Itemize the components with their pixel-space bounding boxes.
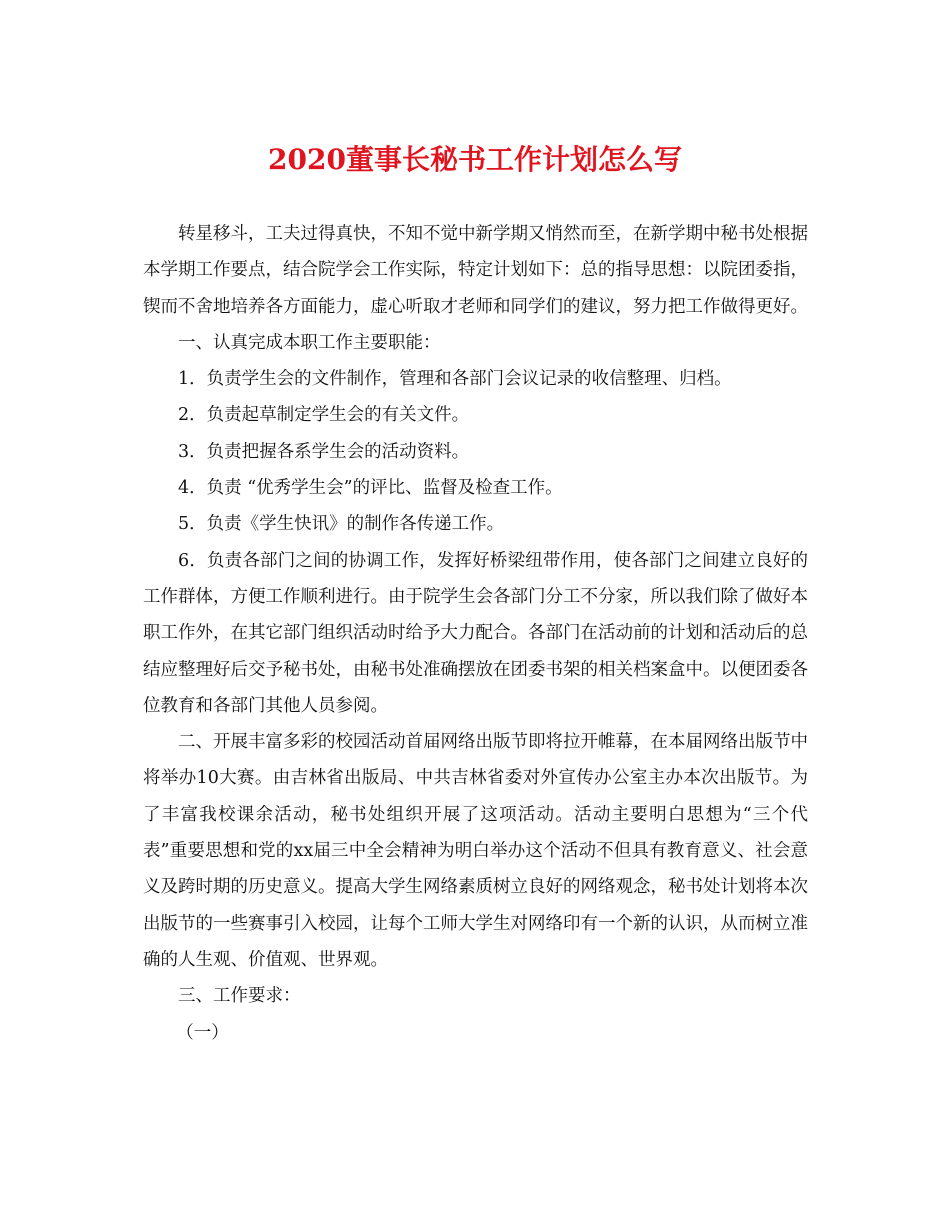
section-heading-3: 三、工作要求： <box>178 986 301 1007</box>
document-title: 2020董事长秘书工作计划怎么写 <box>268 143 682 176</box>
list-item-6: 6．负责各部门之间的协调工作，发挥好桥梁纽带作用，使各部门之间建立良好的工作群体，方便工作顺利进行。由于院学生会各部门分工不分家，所以我们除了做好本职工作外，在其它部门组织活动时给予大力配合。各部门在活动前的计划和活动后的总结应整理好后交予秘书处，由秘书处准确摆放在团委书架的相关档案盒中。以便团委各位教育和各部门其他人员参阅。 <box>143 550 808 716</box>
intro-paragraph: 转星移斗，工夫过得真快，不知不觉中新学期又悄然而至，在新学期中秘书处根据本学期工作要点，结合院学会工作实际，特定计划如下：总的指导思想：以院团委指，锲而不舍地培养各方面能力，虚心听取才老师和同学们的建议，努力把工作做得更好。 <box>143 224 808 317</box>
section-paragraph-2: 二、开展丰富多彩的校园活动首届网络出版节即将拉开帷幕，在本届网络出版节中将举办10大赛。由吉林省出版局、中共吉林省委对外宣传办公室主办本次出版节。为了丰富我校课余活动，秘书处组织开展了这项活动。活动主要明白思想为“三个代表”重要思想和党的xx届三中全会精神为明白举办这个活动不但具有教育意义、社会意义及跨时期的历史意义。提高大学生网络素质树立良好的网络观念，秘书处计划将本次出版节的一些赛事引入校园，让每个工师大学生对网络印有一个新的认识，从而树立准确的人生观、价值观、世界观。 <box>143 732 808 970</box>
list-item-4: 4．负责 “优秀学生会”的评比、监督及检查工作。 <box>178 478 563 499</box>
subsection-marker: （一） <box>176 1022 229 1043</box>
list-item-2: 2．负责起草制定学生会的有关文件。 <box>178 405 470 426</box>
list-item-1: 1．负责学生会的文件制作，管理和各部门会议记录的收信整理、归档。 <box>178 369 732 390</box>
section-heading-1: 一、认真完成本职工作主要职能： <box>178 332 441 353</box>
list-item-5: 5．负责《学生快讯》的制作各传递工作。 <box>178 514 505 535</box>
list-item-3: 3．负责把握各系学生会的活动资料。 <box>178 441 470 462</box>
document-body <box>143 216 808 1051</box>
